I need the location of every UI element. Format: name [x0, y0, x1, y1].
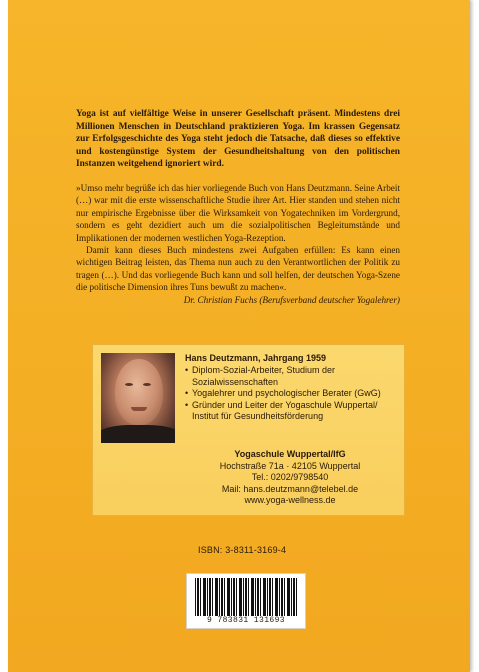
author-credentials [185, 365, 397, 422]
barcode [186, 573, 306, 629]
intro-text: Yoga ist auf vielfältige Weise in unserer Gesellschaft präsent. Mindestens drei Millionen Menschen in Deutschland praktizieren Yoga. Im krassen Gegensatz zur Erfolgsgeschichte des Yoga steht jedoch die Tatsache, daß dieses so effektive und kostengünstige System der Gesundheitshaltung von den politischen Instanzen weitgehend ignoriert wird. [76, 109, 400, 170]
photo-eye-right [143, 383, 151, 386]
barcode-bars [195, 578, 297, 616]
photo-shoulders [101, 425, 175, 443]
author-info-box [92, 344, 405, 516]
school-address: Hochstraße 71a · 42105 Wuppertal [219, 460, 361, 471]
school-name: Yogaschule Wuppertal/IfG [234, 449, 346, 459]
credential-item: • Yogalehrer und psychologischer Berater (GwG) [185, 388, 397, 399]
contact-block [183, 449, 397, 507]
school-phone: Tel.: 0202/9798540 [251, 472, 329, 483]
photo-mouth [131, 407, 147, 411]
school-email: Mail: hans.deutzmann@telebel.de [221, 483, 359, 494]
endorsement-quote [76, 182, 400, 306]
photo-eye-left [125, 383, 133, 386]
book-back-cover [8, 0, 470, 672]
author-photo [101, 353, 175, 443]
barcode-digits: 9 783831 131693 [206, 616, 285, 625]
quote-paragraph-1: »Umso mehr begrüße ich das hier vorliegende Buch von Hans Deutzmann. Seine Arbeit (…) war mit die erste wissenschaftliche Studie ihrer Art. Hier standen und stehen nicht nur empirische Ergebnisse über die Wirksamkeit von Yogatechniken im Vordergrund, sondern es geht dezidiert auch um die sozialpolitischen Begleitumstände und Implikationen der modernen westlichen Yoga-Rezeption. [76, 183, 400, 243]
quote-paragraph-2-text: Damit kann dieses Buch mindestens zwei Aufgaben erfüllen: Es kann einen wichtigen Beitrag leisten, das Thema nun auch zu den Verantwortlichen der Politik zu tragen (…). Und das vorliegende Buch kann und soll helfen, der deutschen Yoga-Szene die politische Dimension ihres Tuns bewußt zu machen«. [76, 245, 400, 293]
credential-item: • Gründer und Leiter der Yogaschule Wuppertal/ Institut für Gesundheitsförderung [185, 400, 397, 423]
quote-paragraph-2 [76, 244, 400, 305]
quote-attribution: Dr. Christian Fuchs (Berufsverband deutscher Yogalehrer) [183, 294, 400, 305]
photo-head [115, 359, 163, 425]
author-bio [185, 353, 397, 422]
author-name: Hans Deutzmann, Jahrgang 1959 [185, 353, 327, 363]
school-website: www.yoga-wellness.de [244, 495, 336, 506]
isbn-label: ISBN: 3-8311-3169-4 [198, 545, 287, 555]
credential-item: • Diplom-Sozial-Arbeiter, Studium der Sozialwissenschaften [185, 365, 397, 388]
